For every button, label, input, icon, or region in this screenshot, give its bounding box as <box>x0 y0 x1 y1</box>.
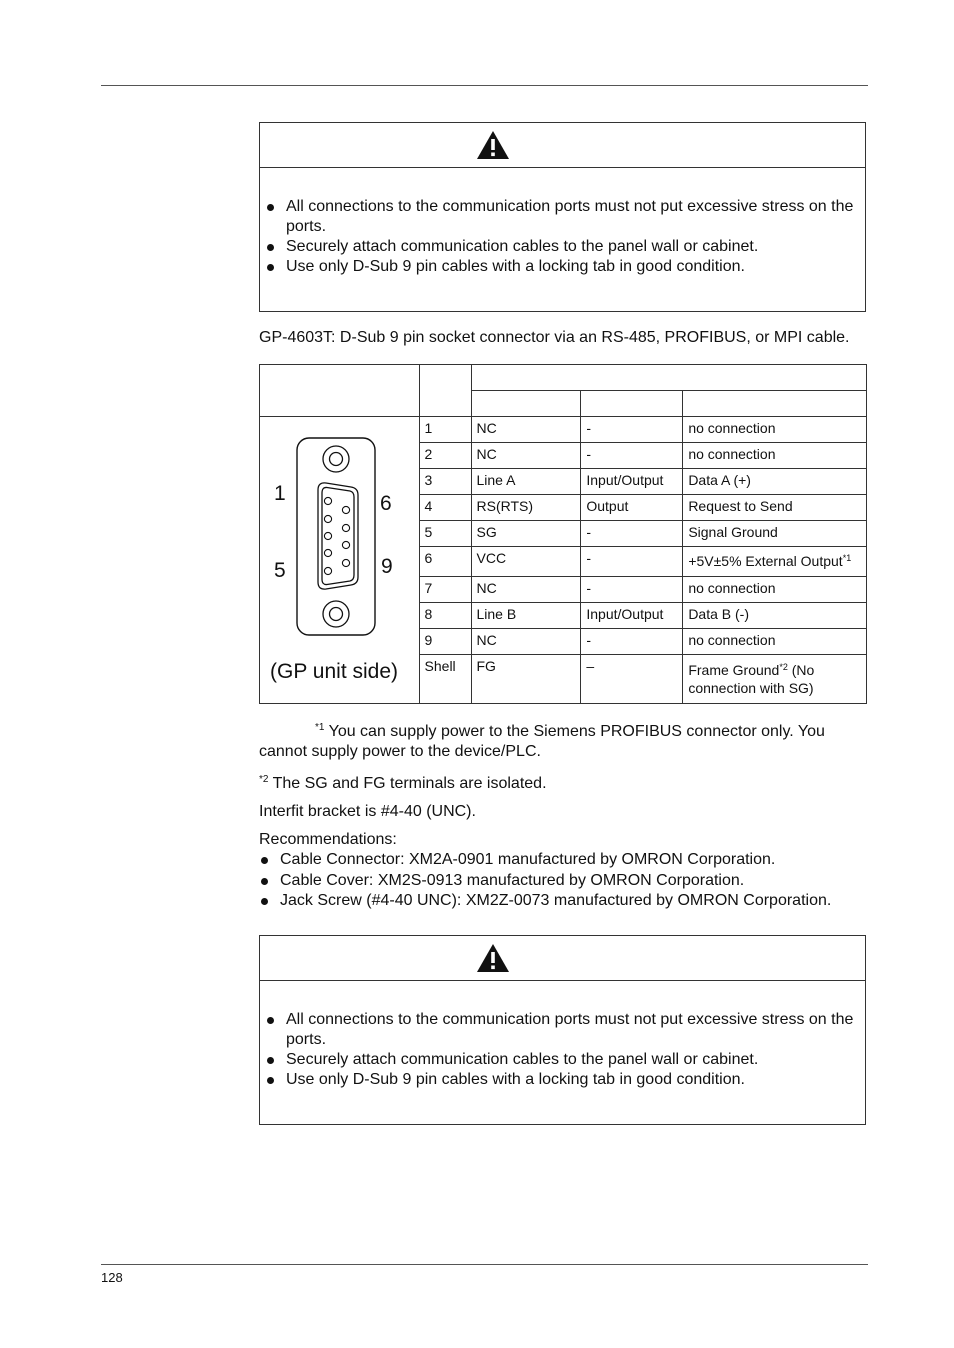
warning-list <box>260 981 865 1090</box>
meaning: no connection <box>683 443 867 469</box>
warning-item: All connections to the communication ports must not put excessive stress on the ports. <box>286 197 859 237</box>
warning-header <box>260 123 865 168</box>
header-rule <box>101 85 868 86</box>
pin-number: 7 <box>419 577 471 603</box>
pin-table <box>259 364 867 704</box>
warning-box-bottom <box>259 935 866 1125</box>
meaning <box>683 547 867 577</box>
meaning: Request to Send <box>683 495 867 521</box>
header-cell <box>471 391 581 417</box>
header-cell <box>581 391 683 417</box>
footnote-text: You can supply power to the Siemens PROFIBUS connector only. You cannot supply power to the device/PLC. <box>259 723 825 760</box>
meaning-suffix: (No connection with SG) <box>688 662 815 696</box>
connector-caption: (GP unit side) <box>270 660 398 683</box>
warning-item: All connections to the communication ports must not put excessive stress on the ports. <box>286 1010 859 1050</box>
direction: - <box>581 629 683 655</box>
dsub9-connector-icon <box>296 437 378 637</box>
signal-name: NC <box>471 443 581 469</box>
warning-list <box>260 168 865 277</box>
footer-rule <box>101 1264 868 1265</box>
signal-name: RS(RTS) <box>471 495 581 521</box>
pin-number: 1 <box>419 417 471 443</box>
signal-name: NC <box>471 629 581 655</box>
direction: - <box>581 417 683 443</box>
direction: Input/Output <box>581 603 683 629</box>
header-cell <box>260 365 420 417</box>
connector-figure-cell <box>260 417 420 704</box>
warning-box-top <box>259 122 866 312</box>
table-row <box>260 417 867 443</box>
warning-item: Securely attach communication cables to the panel wall or cabinet. <box>286 1050 859 1070</box>
footnote-mark: *1 <box>315 722 325 733</box>
direction: Output <box>581 495 683 521</box>
meaning: no connection <box>683 629 867 655</box>
recommendation-item: Jack Screw (#4-40 UNC): XM2Z-0073 manufactured by OMRON Corporation. <box>259 891 831 912</box>
direction: - <box>581 521 683 547</box>
warning-item: Use only D-Sub 9 pin cables with a locking tab in good condition. <box>286 257 859 277</box>
footnote-ref: *1 <box>842 553 852 563</box>
header-cell <box>471 365 867 391</box>
pin-number: 4 <box>419 495 471 521</box>
footnote-text: The SG and FG terminals are isolated. <box>268 775 547 792</box>
meaning-text: +5V±5% External Output <box>688 553 843 569</box>
pin-label-9: 9 <box>381 555 393 578</box>
signal-name: NC <box>471 417 581 443</box>
meaning: no connection <box>683 577 867 603</box>
pin-number: 5 <box>419 521 471 547</box>
signal-name: SG <box>471 521 581 547</box>
direction: - <box>581 547 683 577</box>
direction: Input/Output <box>581 469 683 495</box>
footnote-2 <box>259 774 869 794</box>
footnote-mark: *2 <box>259 774 269 785</box>
intro-text: GP-4603T: D-Sub 9 pin socket connector via an RS-485, PROFIBUS, or MPI cable. <box>259 329 850 346</box>
pin-number: Shell <box>419 655 471 704</box>
warning-triangle-icon <box>476 943 510 973</box>
recommendation-item: Cable Cover: XM2S-0913 manufactured by OMRON Corporation. <box>259 871 831 892</box>
direction: - <box>581 577 683 603</box>
warning-triangle-icon <box>476 130 510 160</box>
direction: - <box>581 443 683 469</box>
warning-header <box>260 936 865 981</box>
interfit-text: Interfit bracket is #4-40 (UNC). <box>259 803 476 820</box>
signal-name: VCC <box>471 547 581 577</box>
pin-label-5: 5 <box>274 559 286 582</box>
meaning: Data A (+) <box>683 469 867 495</box>
meaning-text: Frame Ground <box>688 662 780 678</box>
signal-name: FG <box>471 655 581 704</box>
pin-label-1: 1 <box>274 482 286 505</box>
signal-name: Line B <box>471 603 581 629</box>
pin-number: 6 <box>419 547 471 577</box>
footnote-1 <box>259 722 869 762</box>
page-number: 128 <box>101 1270 123 1285</box>
header-row <box>260 365 867 391</box>
pin-number: 2 <box>419 443 471 469</box>
header-cell <box>683 391 867 417</box>
recommendation-item: Cable Connector: XM2A-0901 manufactured by OMRON Corporation. <box>259 850 831 871</box>
meaning: Signal Ground <box>683 521 867 547</box>
pin-number: 8 <box>419 603 471 629</box>
direction: – <box>581 655 683 704</box>
warning-item: Securely attach communication cables to the panel wall or cabinet. <box>286 237 859 257</box>
footnote-ref: *2 <box>779 662 788 672</box>
signal-name: NC <box>471 577 581 603</box>
header-cell <box>419 365 471 417</box>
recommendations-heading: Recommendations: <box>259 831 397 848</box>
recommendations-list <box>259 850 831 912</box>
meaning: no connection <box>683 417 867 443</box>
pin-number: 9 <box>419 629 471 655</box>
meaning <box>683 655 867 704</box>
warning-item: Use only D-Sub 9 pin cables with a locking tab in good condition. <box>286 1070 859 1090</box>
pin-label-6: 6 <box>380 492 392 515</box>
signal-name: Line A <box>471 469 581 495</box>
meaning: Data B (-) <box>683 603 867 629</box>
pin-number: 3 <box>419 469 471 495</box>
